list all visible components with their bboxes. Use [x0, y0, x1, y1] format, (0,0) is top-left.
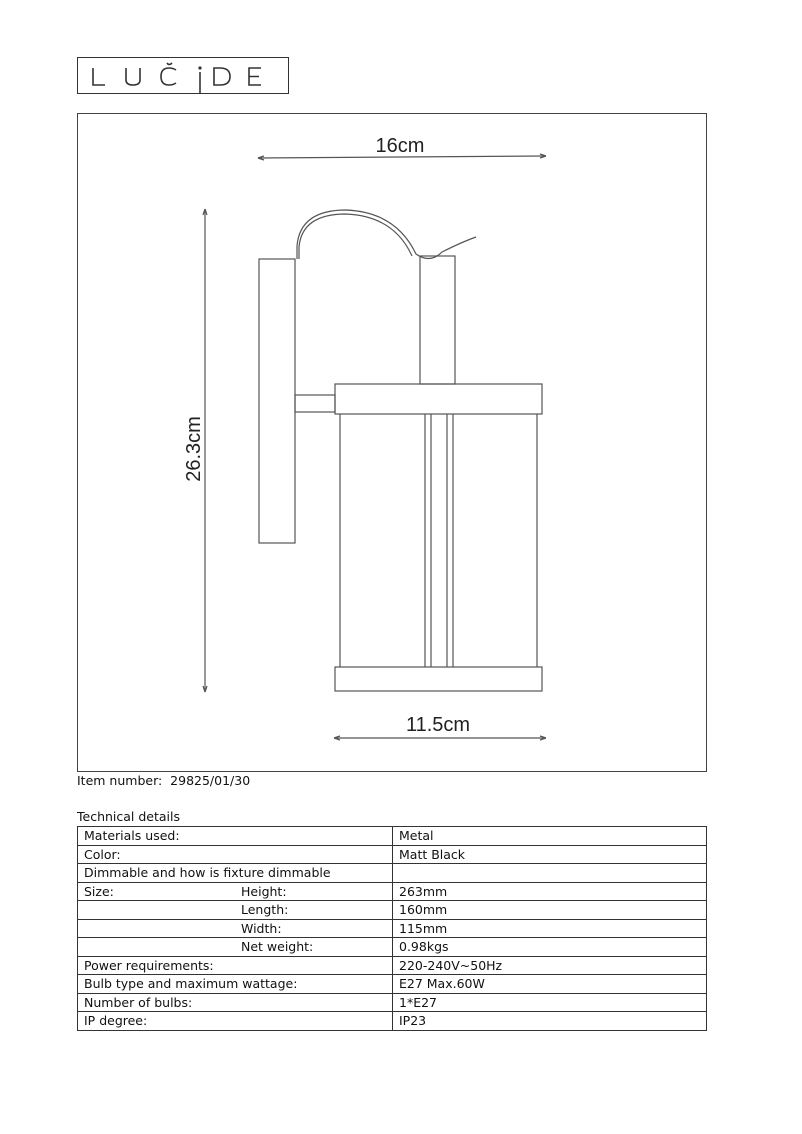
spec-value: 160mm [393, 901, 707, 920]
spec-row [78, 993, 707, 1012]
spec-row [78, 864, 707, 883]
spec-sublabel: Net weight: [235, 938, 393, 957]
spec-row [78, 938, 707, 957]
spec-label: Color: [78, 845, 393, 864]
spec-row [78, 975, 707, 994]
spec-sublabel: Length: [235, 901, 393, 920]
technical-details-title: Technical details [77, 809, 181, 824]
spec-label [78, 901, 236, 920]
spec-value [393, 864, 707, 883]
spec-label: Bulb type and maximum wattage: [78, 975, 393, 994]
spec-row [78, 1012, 707, 1031]
spec-value: 1*E27 [393, 993, 707, 1012]
spec-row [78, 919, 707, 938]
spec-row [78, 901, 707, 920]
spec-row [78, 956, 707, 975]
spec-value: 115mm [393, 919, 707, 938]
technical-drawing [77, 113, 707, 772]
spec-label: Power requirements: [78, 956, 393, 975]
item-number-value: 29825/01/30 [170, 773, 251, 788]
spec-label: IP degree: [78, 1012, 393, 1031]
spec-label [78, 938, 236, 957]
spec-label [78, 919, 236, 938]
height-dimension-label: 26.3cm [183, 416, 205, 482]
spec-value: IP23 [393, 1012, 707, 1031]
spec-value: E27 Max.60W [393, 975, 707, 994]
spec-row [78, 845, 707, 864]
spec-label: Size: [78, 882, 236, 901]
lamp-drawing-svg [78, 114, 708, 773]
spec-label: Number of bulbs: [78, 993, 393, 1012]
depth-dimension-label: 11.5cm [405, 714, 471, 736]
item-number-label: Item number: [77, 773, 163, 788]
spec-sublabel: Width: [235, 919, 393, 938]
spec-row [78, 882, 707, 901]
spec-value: Matt Black [393, 845, 707, 864]
spec-label: Materials used: [78, 827, 393, 846]
item-number [77, 773, 250, 788]
spec-label: Dimmable and how is fixture dimmable [78, 864, 393, 883]
technical-details-table [77, 826, 707, 1031]
spec-value: 0.98kgs [393, 938, 707, 957]
spec-row [78, 827, 707, 846]
lucide-logo-mark [78, 58, 290, 95]
spec-value: Metal [393, 827, 707, 846]
width-dimension-label: 16cm [375, 135, 425, 157]
spec-value: 263mm [393, 882, 707, 901]
spec-sublabel: Height: [235, 882, 393, 901]
spec-value: 220-240V~50Hz [393, 956, 707, 975]
brand-logo [77, 57, 289, 94]
